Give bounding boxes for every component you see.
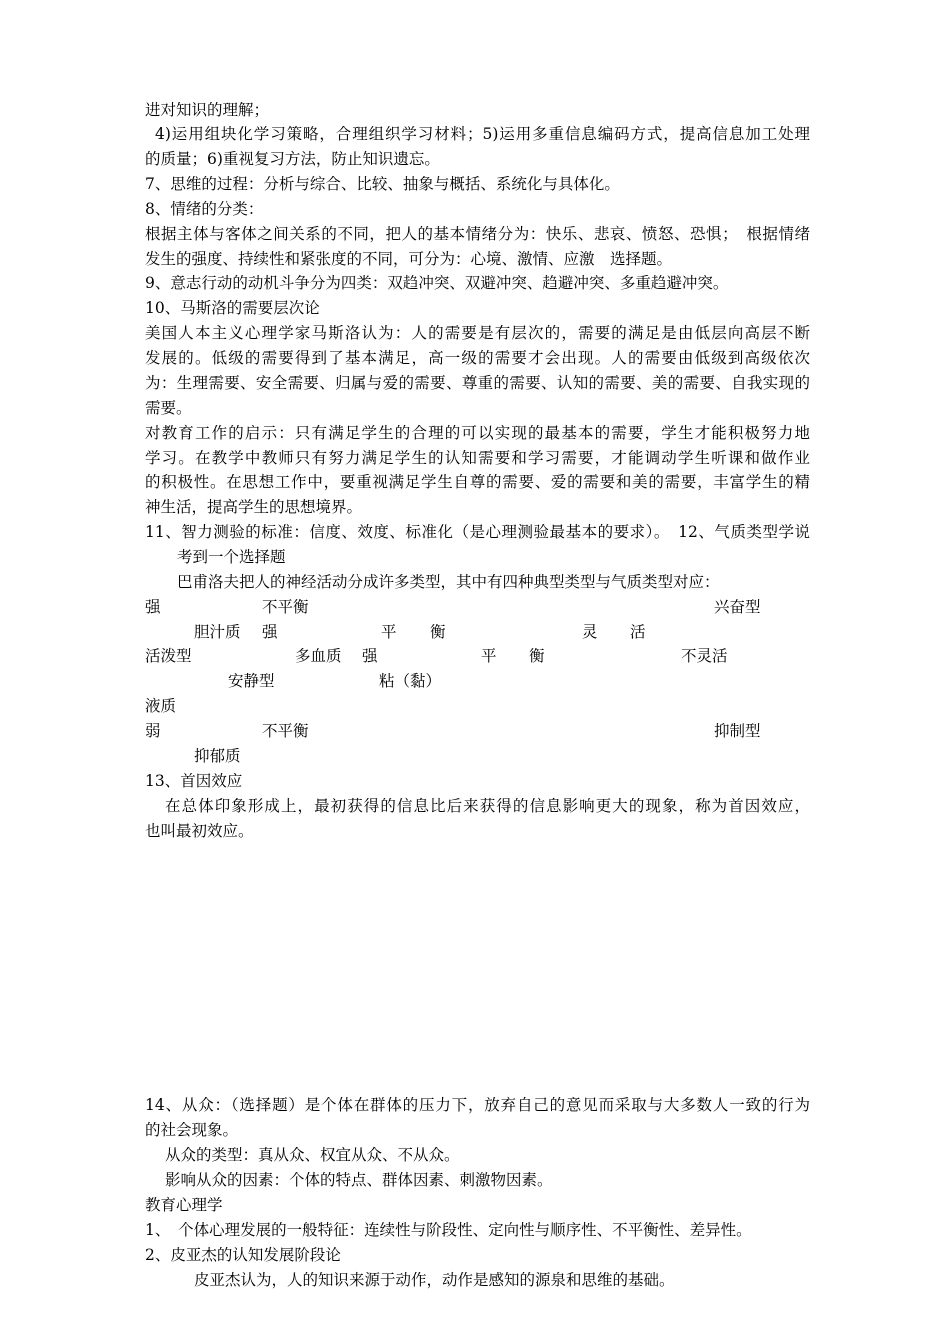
- table-cell: 抑郁质: [194, 747, 241, 765]
- heading-educational-psychology: 教育心理学: [145, 1196, 223, 1214]
- text-line: 发生的强度、持续性和紧张度的不同，可分为：心境、激情、应激 选择题。: [145, 250, 673, 268]
- table-cell: 强: [262, 623, 278, 641]
- table-cell: 灵: [582, 623, 598, 641]
- heading-emotion-classification: 8、情绪的分类：: [145, 200, 264, 218]
- text-line: 的社会现象。: [145, 1121, 239, 1139]
- table-cell: 强: [145, 598, 161, 616]
- text-line: 根据主体与客体之间关系的不同，把人的基本情绪分为：快乐、悲哀、愤怒、恐惧； 根据情绪: [145, 225, 810, 243]
- heading-thinking-process: 7、思维的过程：分析与综合、比较、抽象与概括、系统化与具体化。: [145, 175, 620, 193]
- heading-primacy-effect: 13、首因效应: [145, 772, 243, 790]
- text-line: 为：生理需要、安全需要、归属与爱的需要、尊重的需要、认知的需要、美的需要、自我实现的: [145, 374, 810, 392]
- table-cell: 活泼型: [145, 647, 192, 665]
- heading-development-features: 1、 个体心理发展的一般特征：连续性与阶段性、定向性与顺序性、不平衡性、差异性。: [145, 1221, 752, 1239]
- text-line: 皮亚杰认为，人的知识来源于动作，动作是感知的源泉和思维的基础。: [194, 1271, 675, 1289]
- table-cell: 平: [481, 647, 497, 665]
- text-line: 的积极性。在思想工作中，要重视满足学生自尊的需要、爱的需要和美的需要，丰富学生的精: [145, 473, 810, 491]
- text-line: 影响从众的因素：个体的特点、群体因素、刺激物因素。: [165, 1171, 553, 1189]
- text-line: 从众的类型：真从众、权宜从众、不从众。: [165, 1146, 460, 1164]
- text-line: 美国人本主义心理学家马斯洛认为：人的需要是有层次的，需要的满足是由低层向高层不断: [145, 324, 810, 342]
- table-cell: 不灵活: [681, 647, 728, 665]
- text-line: 需要。: [145, 399, 192, 417]
- text-line: 4)运用组块化学习策略，合理组织学习材料；5)运用多重信息编码方式，提高信息加工处理: [155, 125, 810, 143]
- text-line: 也叫最初效应。: [145, 822, 254, 840]
- text-line: 发展的。低级的需要得到了基本满足，高一级的需要才会出现。人的需要由低级到高级依次: [145, 349, 810, 367]
- text-line: 对教育工作的启示：只有满足学生的合理的可以实现的最基本的需要，学生才能积极努力地: [145, 424, 810, 442]
- text-line: 的质量；6)重视复习方法，防止知识遗忘。: [145, 150, 440, 168]
- table-cell: 抑制型: [714, 722, 761, 740]
- heading-intelligence-test: 11、智力测验的标准：信度、效度、标准化（是心理测验最基本的要求）。 12、气质类型学说: [145, 523, 810, 541]
- table-cell: 兴奋型: [714, 598, 761, 616]
- table-cell: 活: [630, 623, 646, 641]
- text-line: 神生活，提高学生的思想境界。: [145, 498, 363, 516]
- text-line: 考到一个选择题: [177, 548, 286, 566]
- text-line: 巴甫洛夫把人的神经活动分成许多类型，其中有四种典型类型与气质类型对应：: [177, 573, 720, 591]
- table-cell: 液质: [145, 697, 177, 715]
- table-cell: 粘（黏）: [379, 672, 442, 690]
- text-line: 在总体印象形成上，最初获得的信息比后来获得的信息影响更大的现象，称为首因效应，: [165, 797, 810, 815]
- table-cell: 衡: [430, 623, 446, 641]
- text-line: 学习。在教学中教师只有努力满足学生的认知需要和学习需要，才能调动学生听课和做作业: [145, 449, 810, 467]
- table-cell: 平: [381, 623, 397, 641]
- table-cell: 多血质: [295, 647, 342, 665]
- heading-conformity: 14、从众：（选择题）是个体在群体的压力下，放弃自己的意见而采取与大多数人一致的行为: [145, 1096, 810, 1114]
- table-cell: 强: [362, 647, 378, 665]
- table-cell: 衡: [529, 647, 545, 665]
- text-line: 进对知识的理解；: [145, 101, 270, 119]
- table-cell: 安静型: [228, 672, 275, 690]
- table-cell: 不平衡: [262, 598, 309, 616]
- heading-piaget: 2、皮亚杰的认知发展阶段论: [145, 1246, 341, 1264]
- table-cell: 不平衡: [262, 722, 309, 740]
- table-cell: 胆汁质: [194, 623, 241, 641]
- heading-will-conflict: 9、意志行动的动机斗争分为四类：双趋冲突、双避冲突、趋避冲突、多重趋避冲突。: [145, 274, 729, 292]
- heading-maslow: 10、马斯洛的需要层次论: [145, 299, 320, 317]
- table-cell: 弱: [145, 722, 161, 740]
